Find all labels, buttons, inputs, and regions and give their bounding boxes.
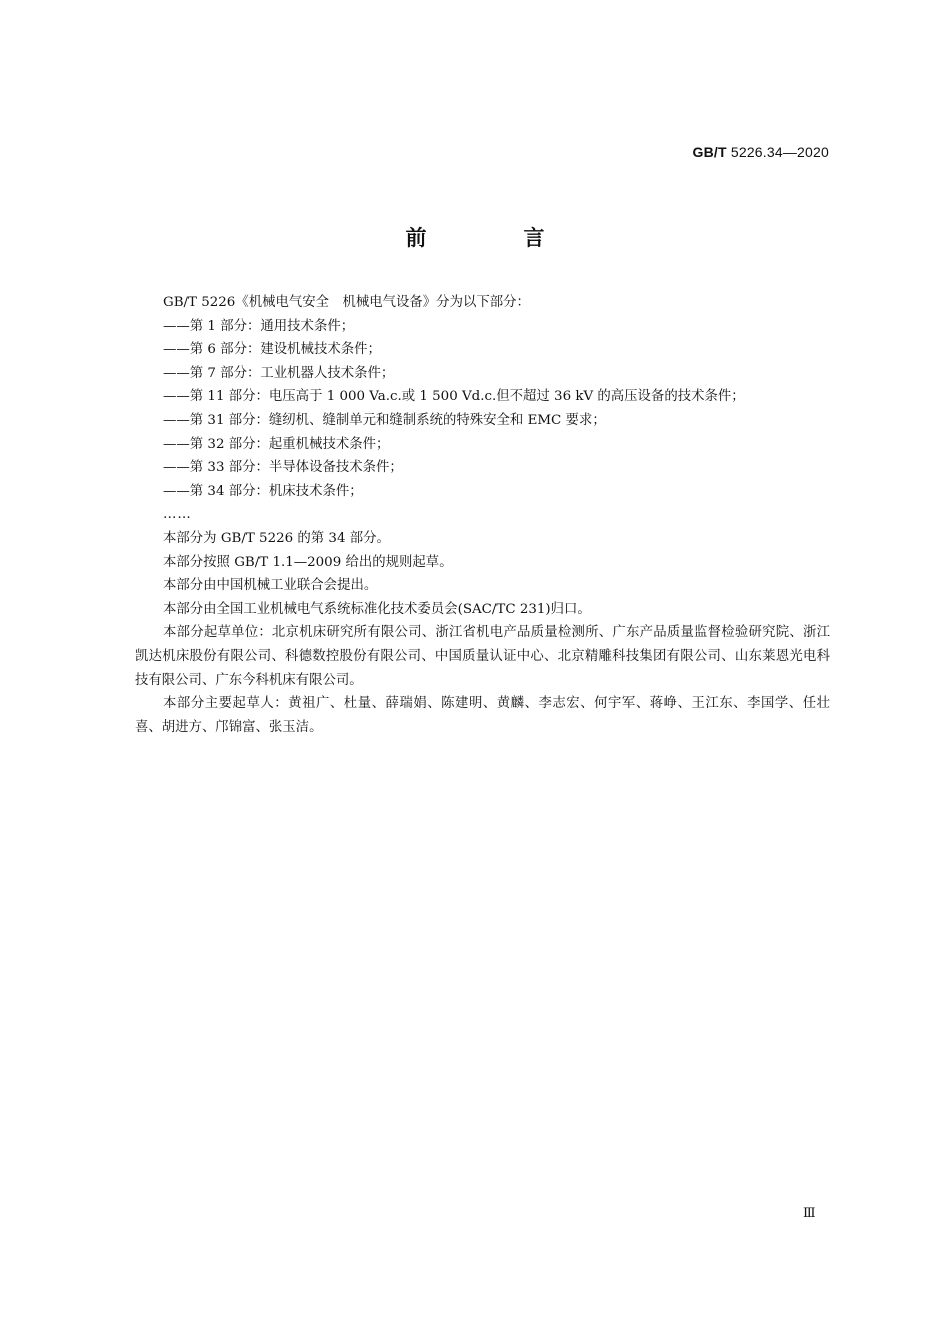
standard-code: 5226.34—2020 bbox=[730, 144, 829, 160]
list-ellipsis: …… bbox=[163, 507, 192, 523]
list-item: ——第 11 部分：电压高于 1 000 Va.c.或 1 500 Vd.c.但不超过 36 kV 的高压设备的技术条件； bbox=[163, 389, 745, 405]
list-item: ——第 33 部分：半导体设备技术条件； bbox=[163, 460, 403, 476]
paragraph-part-number: 本部分为 GB/T 5226 的第 34 部分。 bbox=[163, 530, 390, 546]
standard-number bbox=[693, 144, 830, 160]
intro-paragraph: GB/T 5226《机械电气安全 机械电气设备》分为以下部分： bbox=[163, 295, 530, 310]
list-item: ——第 1 部分：通用技术条件； bbox=[163, 318, 355, 334]
paragraph-drafting-rules: 本部分按照 GB/T 1.1—2009 给出的规则起草。 bbox=[163, 554, 453, 570]
paragraph-drafters: 本部分主要起草人：黄祖广、杜量、薛瑞娟、陈建明、黄麟、李志宏、何宇军、蒋峥、王江东、李国学、任壮喜、胡进方、邝锦富、张玉洁。 bbox=[135, 696, 830, 735]
list-item: ——第 7 部分：工业机器人技术条件； bbox=[163, 365, 395, 381]
page-title: 前 言 bbox=[405, 226, 583, 250]
foreword-body bbox=[135, 291, 830, 739]
standard-prefix: GB/T bbox=[692, 144, 727, 160]
list-item: ——第 31 部分：缝纫机、缝制单元和缝制系统的特殊安全和 EMC 要求； bbox=[163, 412, 606, 428]
paragraph-centralized-by: 本部分由全国工业机械电气系统标准化技术委员会(SAC/TC 231)归口。 bbox=[163, 601, 591, 617]
list-item: ——第 6 部分：建设机械技术条件； bbox=[163, 342, 381, 358]
paragraph-proposed-by: 本部分由中国机械工业联合会提出。 bbox=[163, 578, 378, 594]
paragraph-drafting-units: 本部分起草单位：北京机床研究所有限公司、浙江省机电产品质量检测所、广东产品质量监督检验研究院、浙江凯达机床股份有限公司、科德数控股份有限公司、中国质量认证中心、北京精雕科技集团有限公司、山东莱恩光电科技有限公司、广东今科机床有限公司。 bbox=[135, 625, 830, 688]
list-item: ——第 34 部分：机床技术条件； bbox=[163, 483, 363, 499]
list-item: ——第 32 部分：起重机械技术条件； bbox=[163, 436, 390, 452]
page-number: Ⅲ bbox=[803, 1205, 816, 1220]
